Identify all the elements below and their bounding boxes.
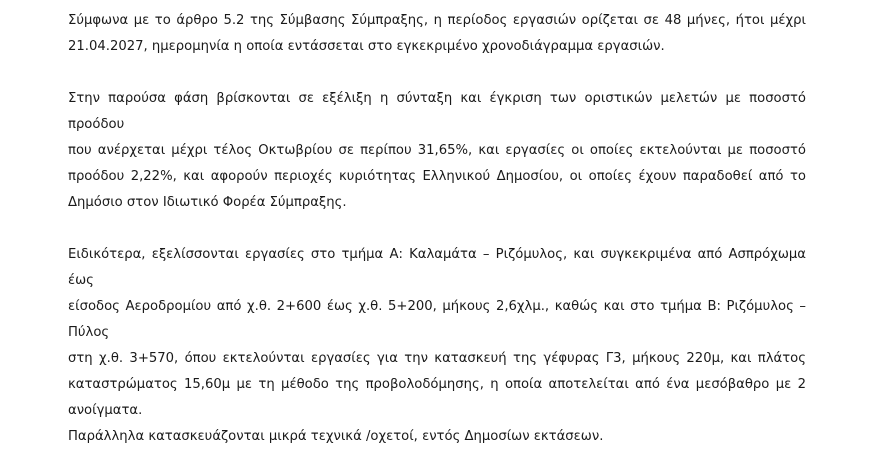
text-line: Παράλληλα κατασκευάζονται μικρά τεχνικά /οχετοί, εντός Δημοσίων εκτάσεων. [68,429,604,444]
text-line: στη χ.θ. 3+570, όπου εκτελούνται εργασίες για την κατασκευή της γέφυρας Γ3, μήκους 220μ, και πλάτος [68,351,806,366]
paragraph-spacer [68,216,806,242]
text-line: Ειδικότερα, εξελίσσονται εργασίες στο τμήμα Α: Καλαμάτα – Ριζόμυλος, και συγκεκριμένα από Ασπρόχωμα έως [68,247,806,288]
text-line: Στην παρούσα φάση βρίσκονται σε εξέλιξη η σύνταξη και έγκριση των οριστικών μελετών με ποσοστό προόδου [68,91,806,132]
text-line: ανοίγματα. [68,403,143,418]
paragraph-works-detail [68,242,806,450]
text-line: καταστρώματος 15,60μ με τη μέθοδο της προβολοδόμησης, η οποία αποτελείται από ένα μεσόβαθρο με 2 [68,377,806,392]
paragraph-contract-period [68,8,806,60]
text-line: Σύμφωνα με το άρθρο 5.2 της Σύμβασης Σύμπραξης, η περίοδος εργασιών ορίζεται σε 48 μήνες, ήτοι μέχρι [68,13,806,28]
document-body [68,8,806,450]
text-line: 21.04.2027, ημερομηνία η οποία εντάσσεται στο εγκεκριμένο χρονοδιάγραμμα εργασιών. [68,39,665,54]
paragraph-spacer [68,60,806,86]
text-line: προόδου 2,22%, και αφορούν περιοχές κυριότητας Ελληνικού Δημοσίου, οι οποίες έχουν παραδοθεί από το [68,169,806,184]
text-line: είσοδος Αεροδρομίου από χ.θ. 2+600 έως χ.θ. 5+200, μήκους 2,6χλμ., καθώς και στο τμήμα Β: Ριζόμυλος – Πύλος [68,299,806,340]
text-line: που ανέρχεται μέχρι τέλος Οκτωβρίου σε περίπου 31,65%, και εργασίες οι οποίες εκτελούνται με ποσοστό [68,143,806,158]
text-line: Δημόσιο στον Ιδιωτικό Φορέα Σύμπραξης. [68,195,347,210]
paragraph-current-progress [68,86,806,216]
